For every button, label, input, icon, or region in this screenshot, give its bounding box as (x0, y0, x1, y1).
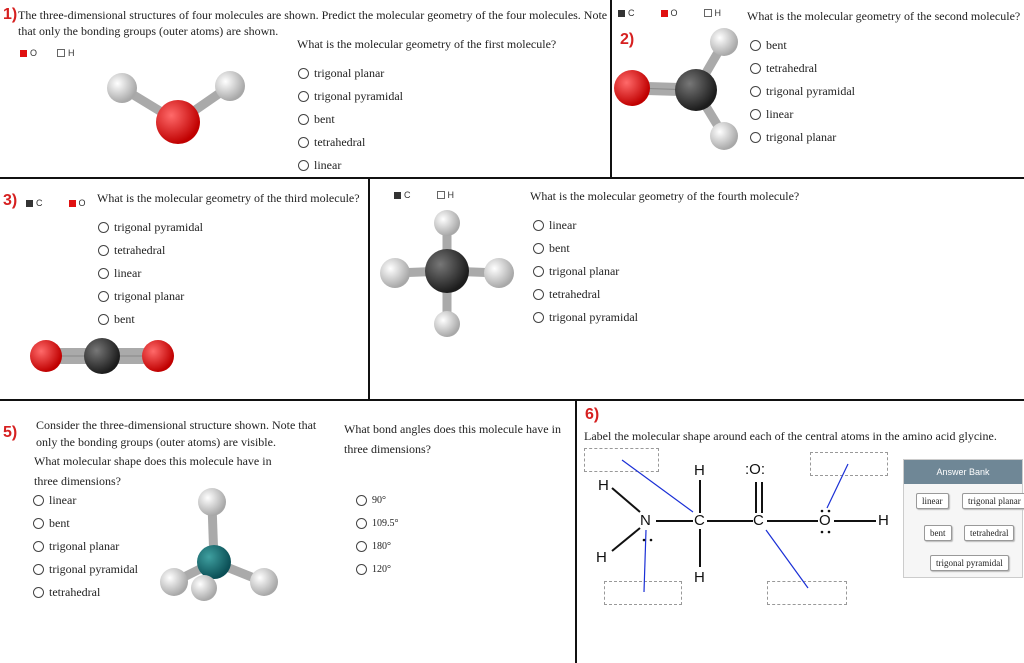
q1-legend: O H (20, 48, 75, 58)
atom-n: N (640, 512, 651, 529)
q5-shape-option[interactable]: trigonal planar (33, 535, 138, 558)
q4-option[interactable]: bent (533, 237, 638, 260)
atom-h-right: H (878, 512, 889, 529)
q2-option[interactable]: bent (750, 34, 855, 57)
atom-c-carboxyl: C (753, 512, 764, 529)
atom-h-bottom: H (694, 569, 705, 586)
q5-intro-line2: only the bonding groups (outer atoms) are visible. (36, 435, 276, 449)
q3-question: What is the molecular geometry of the third molecule? (97, 191, 360, 205)
atom-h-left-top: H (598, 477, 609, 494)
answer-chip-tetrahedral[interactable]: tetrahedral (964, 525, 1014, 541)
answer-chip-trigonal-planar[interactable]: trigonal planar (962, 493, 1024, 509)
q5-shape-option[interactable]: trigonal pyramidal (33, 558, 138, 581)
q6-instruction: Label the molecular shape around each of the central atoms in the amino acid glycine. (584, 429, 997, 443)
q4-question: What is the molecular geometry of the fourth molecule? (530, 189, 800, 203)
q4-legend: C H (394, 190, 454, 200)
q1-number: 1) (3, 6, 18, 23)
q1-option[interactable]: tetrahedral (298, 131, 403, 154)
q5-angle-option[interactable]: 120° (356, 558, 399, 581)
q5-intro-line1: Consider the three-dimensional structure shown. Note that (36, 418, 317, 432)
q5-shape-option[interactable]: tetrahedral (33, 581, 138, 604)
q5-angle-option[interactable]: 180° (356, 535, 399, 558)
q4-option[interactable]: trigonal planar (533, 260, 638, 283)
answer-bank (903, 459, 1023, 578)
q2-legend: C O H (618, 8, 721, 18)
q2-option[interactable]: trigonal planar (750, 126, 855, 149)
atom-h-left-bottom: H (596, 549, 607, 566)
atom-h-top: H (694, 462, 705, 479)
q3-option[interactable]: bent (98, 308, 203, 331)
q2-number: 2) (620, 31, 635, 48)
q5-angle-option[interactable]: 109.5° (356, 512, 399, 535)
q2-option[interactable]: trigonal pyramidal (750, 80, 855, 103)
q1-question: What is the molecular geometry of the first molecule? (297, 37, 557, 51)
answer-chip-trigonal-pyramidal[interactable]: trigonal pyramidal (930, 555, 1009, 571)
q5-angle-question-line1: What bond angles does this molecule have in (344, 422, 561, 436)
q4-option[interactable]: tetrahedral (533, 283, 638, 306)
q3-option[interactable]: linear (98, 262, 203, 285)
q3-option[interactable]: trigonal pyramidal (98, 216, 203, 239)
q1-option[interactable]: linear (298, 154, 403, 177)
q2-question: What is the molecular geometry of the second molecule? (747, 9, 1021, 23)
q5-angle-option[interactable]: 90° (356, 489, 399, 512)
q5-shape-question-line2: three dimensions? (34, 474, 121, 488)
answer-chip-bent[interactable]: bent (924, 525, 952, 541)
q2-option[interactable]: linear (750, 103, 855, 126)
q1-option[interactable]: trigonal planar (298, 62, 403, 85)
q5-shape-option[interactable]: bent (33, 512, 138, 535)
q2-option[interactable]: tetrahedral (750, 57, 855, 80)
atom-o-carbonyl: :O: (745, 461, 766, 478)
q5-angle-question-line2: three dimensions? (344, 442, 431, 456)
q3-option[interactable]: trigonal planar (98, 285, 203, 308)
q3-number: 3) (3, 192, 18, 209)
q4-option[interactable]: linear (533, 214, 638, 237)
q5-shape-option[interactable]: linear (33, 489, 138, 512)
answer-chip-linear[interactable]: linear (916, 493, 949, 509)
q1-option[interactable]: bent (298, 108, 403, 131)
q1-intro-line1: The three-dimensional structures of four molecules are shown. Predict the molecular geometry of the four molecules. Note (18, 8, 608, 22)
atom-c-alpha: C (694, 512, 705, 529)
answer-bank-title: Answer Bank (904, 460, 1022, 484)
q6-number: 6) (585, 406, 600, 423)
q3-option[interactable]: tetrahedral (98, 239, 203, 262)
atom-o-hydroxyl: O (819, 512, 831, 529)
q5-number: 5) (3, 424, 18, 441)
q1-option[interactable]: trigonal pyramidal (298, 85, 403, 108)
q5-shape-question-line1: What molecular shape does this molecule have in (34, 454, 272, 468)
q4-option[interactable]: trigonal pyramidal (533, 306, 638, 329)
q1-intro-line2: that only the bonding groups (outer atoms) are shown. (18, 24, 279, 38)
q3-legend: C O (26, 198, 86, 208)
